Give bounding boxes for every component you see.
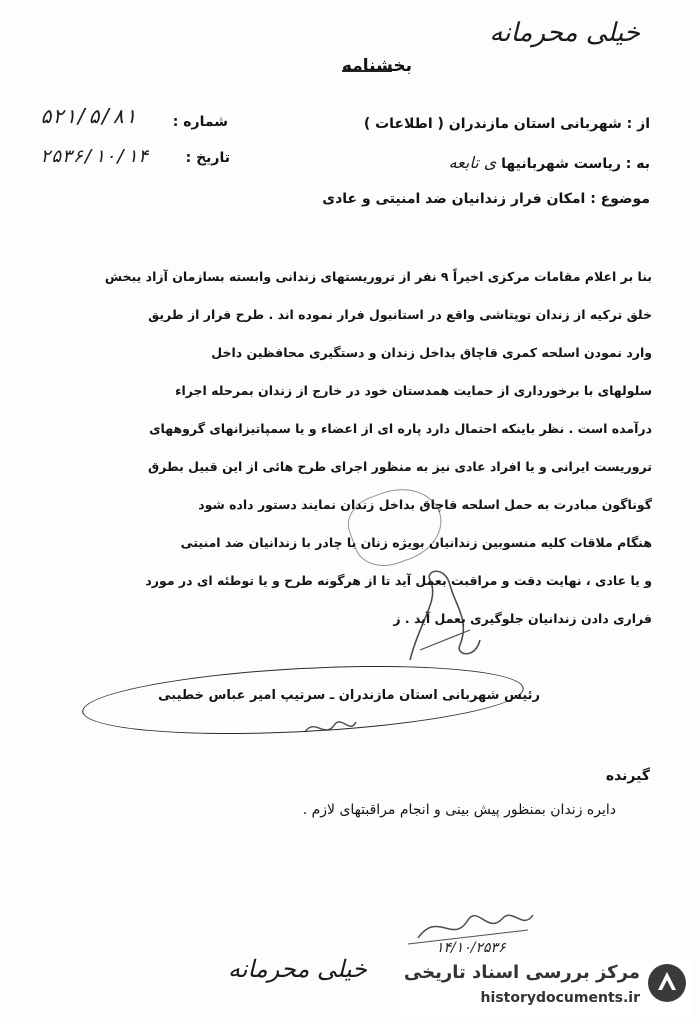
- date-scribble: ۱۴/۱۰/۲۵۳۶: [436, 940, 506, 956]
- date-label: تاریخ :: [185, 150, 230, 166]
- body-line: فراری دادن زندانیان جلوگیری بعمل آید . ز: [393, 611, 652, 626]
- recipients-line: دایره زندان بمنظور پیش بینی و انجام مراقبتهای لازم .: [302, 802, 616, 818]
- body-line: درآمده است . نظر باینکه احتمال دارد پاره ای از اعضاء و یا سمپاتیزانهای گروههای: [149, 421, 652, 436]
- date-value: ۲۵۳۶/۱۰/۱۴: [40, 146, 149, 167]
- watermark-logo-icon: [646, 962, 688, 1004]
- body-line: وارد نمودن اسلحه کمری قاچاق بداخل زندان و دستگیری محافظین داخل: [211, 345, 652, 360]
- body-line: هنگام ملاقات کلیه منسوبین زندانیان بویژه زنان با چادر با زندانیان ضد امنیتی: [180, 535, 652, 550]
- to-line: [449, 153, 650, 172]
- classification-top: خیلی محرمانه: [489, 18, 640, 48]
- signature-scribble: [300, 712, 360, 742]
- body-line: تروریست ایرانی و یا افراد عادی نیز به منظور اجرای طرح هائی از این قبیل بطرق: [148, 459, 652, 474]
- to-prefix: به : ریاست شهربانیها: [501, 156, 650, 172]
- circular-label: بخشنامه: [341, 56, 412, 76]
- body-line: گوناگون مبادرت به حمل اسلحه قاچاق بداخل زندان نمایند دستور داده شود: [198, 497, 652, 512]
- classification-bottom: خیلی محرمانه: [228, 955, 367, 983]
- signature-text: رئیس شهربانی استان مازندران ـ سرتیپ امیر عباس خطیبی: [158, 688, 540, 703]
- number-value: ۵۲۱/۵/۸۱: [40, 104, 137, 128]
- body-line: و یا عادی ، نهایت دقت و مراقبت بعمل آید تا از هرگونه طرح و یا توطئه ای در مورد: [145, 573, 652, 588]
- number-label: شماره :: [172, 114, 228, 130]
- body-line: خلق ترکیه از زندان توپتاشی واقع در استانبول فرار نموده اند . طرح فرار از طریق: [148, 307, 652, 322]
- from-line: از : شهربانی استان مازندران ( اطلاعات ): [363, 116, 650, 132]
- watermark-title: مرکز بررسی اسناد تاریخی: [403, 962, 640, 983]
- subject-line: موضوع : امکان فرار زندانیان ضد امنیتی و عادی: [322, 191, 650, 207]
- body-line: سلولهای با برخورداری از حمایت همدستان خود در خارج از زندان بمرحله اجراء: [175, 383, 652, 398]
- body-line: بنا بر اعلام مقامات مرکزی اخیراً ۹ نفر از تروریستهای زندانی وابسته بسازمان آزاد یبخش: [104, 269, 652, 284]
- body-text: [52, 258, 652, 638]
- watermark-url: historydocuments.ir: [480, 990, 640, 1006]
- to-handwritten: ی تابعه: [448, 153, 497, 172]
- recipients-label: گیرنده: [605, 768, 650, 784]
- scribble-mark: [400, 560, 490, 670]
- circular-underline: [342, 70, 392, 72]
